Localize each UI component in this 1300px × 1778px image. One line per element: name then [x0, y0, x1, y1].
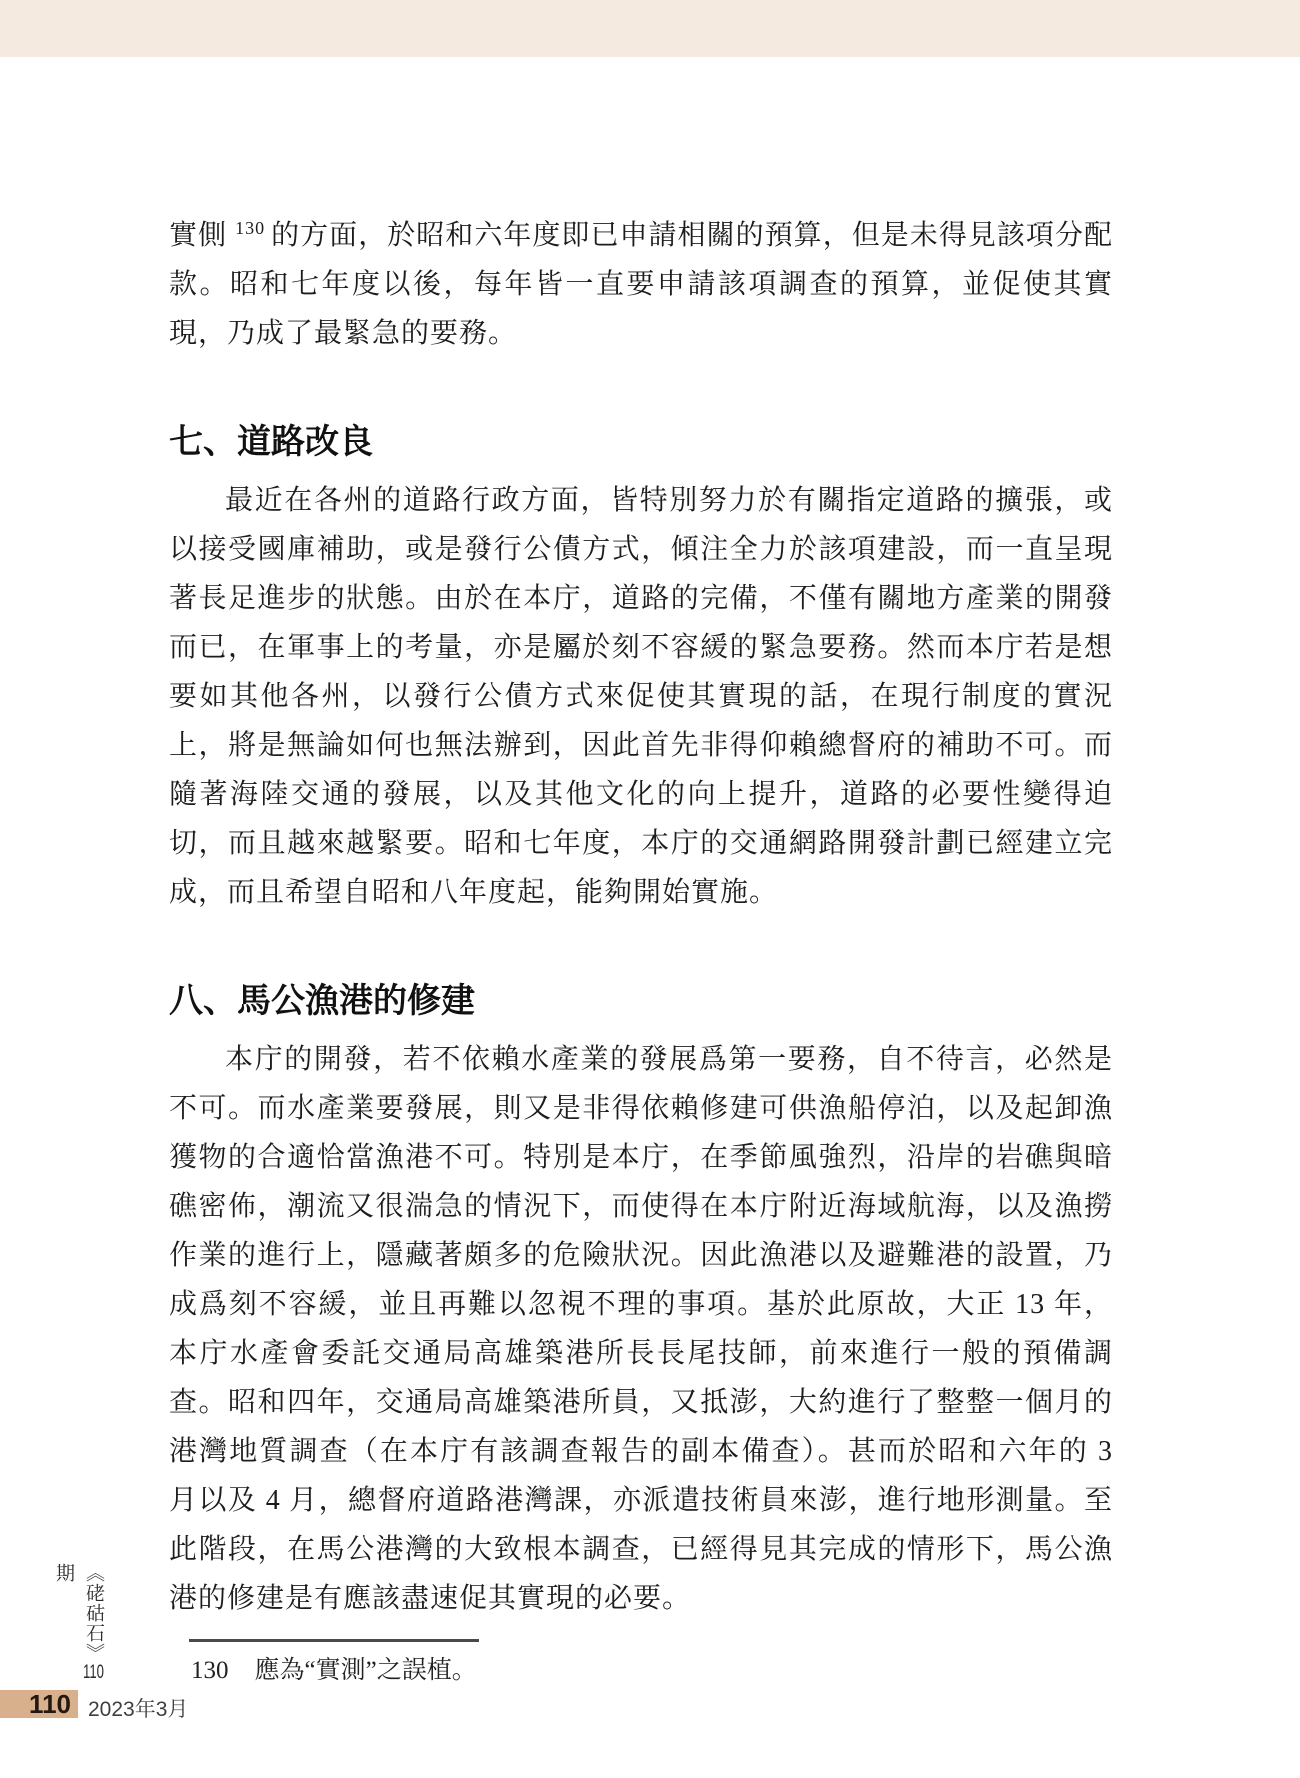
intro-text-after: 的方面，於昭和六年度即已申請相關的預算，但是未得見該項分配款。昭和七年度以後，每年皆一直要申請該項調查的預算，並促使其實現，乃成了最緊急的要務。 — [169, 220, 1113, 349]
footnote-content: 應為“實測”之誤植。 — [254, 1657, 477, 1684]
article-content — [169, 57, 1113, 1688]
journal-issue-unit: 期 — [53, 1563, 74, 1583]
section-8-heading: 八、馬公漁港的修建 — [169, 982, 475, 1020]
footnote-text — [191, 1654, 1113, 1688]
journal-issue-number: 110 — [83, 1663, 104, 1682]
section-7-heading: 七、道路改良 — [169, 423, 373, 461]
section-7-paragraph: 最近在各州的道路行政方面，皆特別努力於有關指定道路的擴張，或以接受國庫補助，或是發行公債方式，傾注全力於該項建設，而一直呈現著長足進步的狀態。由於在本庁，道路的完備，不僅有關地方產業的開發而已，在軍事上的考量，亦是屬於刻不容緩的緊急要務。然而本庁若是想要如其他各州，以發行公債方式來促使其實現的話，在現行制度的實況上，將是無論如何也無法辦到，因此首先非得仰賴總督府的補助不可。而隨著海陸交通的發展，以及其他文化的向上提升，道路的必要性變得迫切，而且越來越緊要。昭和七年度，本庁的交通網路開發計劃已經建立完成，而且希望自昭和八年度起，能夠開始實施。 — [169, 485, 1113, 908]
intro-text-before: 實側 — [169, 220, 228, 251]
issue-date: 2023年3月 — [88, 1698, 189, 1721]
journal-name: 《硓𥑮石》 — [83, 1563, 104, 1663]
footnote-reference-marker: 130 — [235, 217, 266, 238]
footnote-divider — [189, 1639, 479, 1642]
intro-paragraph — [169, 211, 1113, 358]
footnote-block — [169, 1639, 1113, 1688]
journal-title-vertical — [48, 1563, 108, 1693]
footnote-number: 130 — [191, 1657, 229, 1684]
page-number-badge — [0, 1690, 78, 1718]
top-decorative-band — [0, 0, 1300, 57]
page-number: 110 — [29, 1688, 71, 1719]
section-8-paragraph: 本庁的開發，若不依賴水產業的發展爲第一要務，自不待言，必然是不可。而水產業要發展，則又是非得依賴修建可供漁船停泊，以及起卸漁獲物的合適恰當漁港不可。特別是本庁，在季節風強烈，沿岸的岩礁與暗礁密佈，潮流又很湍急的情況下，而使得在本庁附近海域航海，以及漁撈作業的進行上，隱藏著頗多的危險狀況。因此漁港以及避難港的設置，乃成爲刻不容緩，並且再難以忽視不理的事項。基於此原故，大正 13 年，本庁水產會委託交通局高雄築港所長長尾技師，前來進行一般的預備調查。昭和四年，交通局高雄築港所員，又抵澎，大約進行了整整一個月的港灣地質調查（在本庁有該調查報告的副本備查）。甚而於昭和六年的 3 月以及 4 月，總督府道路港灣課，亦派遣技術員來澎，進行地形測量。至此階段，在馬公港灣的大致根本調查，已經得見其完成的情形下，馬公漁港的修建是有應該盡速促其實現的必要。 — [169, 1044, 1113, 1614]
